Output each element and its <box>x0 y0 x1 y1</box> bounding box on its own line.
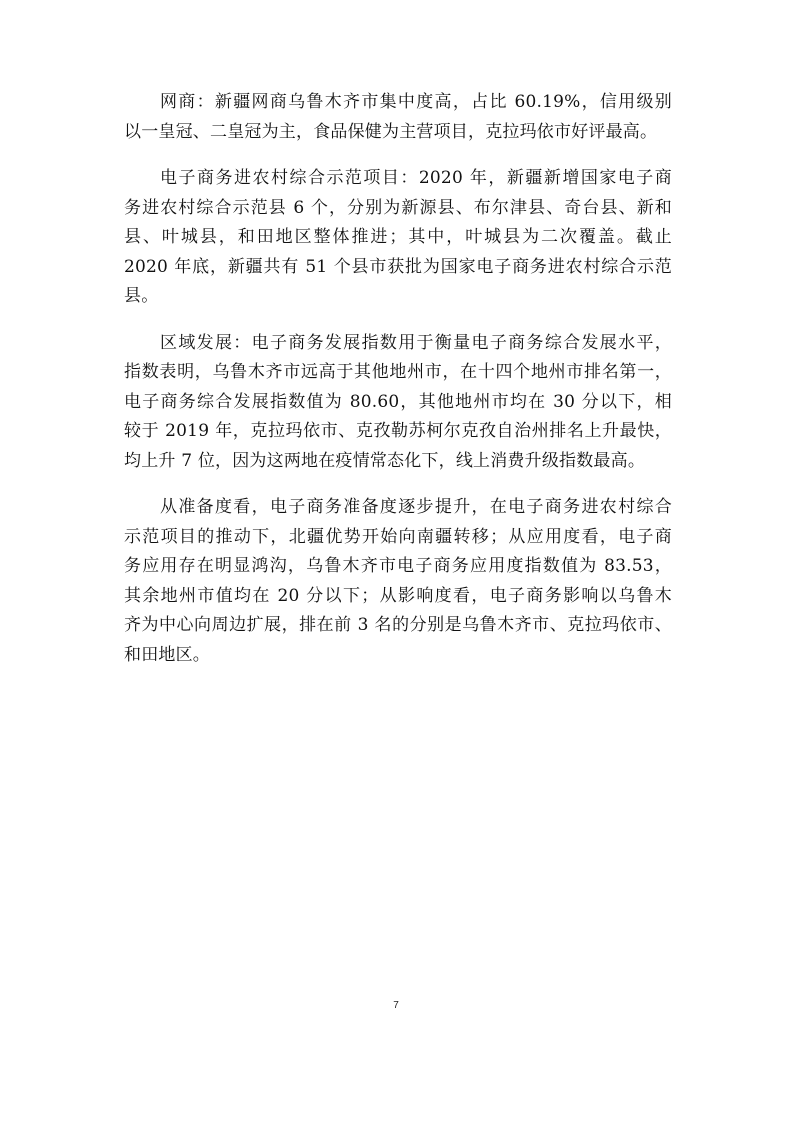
text-line: 电子商务进农村综合示范项目：2020 年，新疆新增国家电子商 <box>160 168 672 188</box>
text-line: 其余地州市值均在 20 分以下；从影响度看，电子商务影响以乌鲁木 <box>124 585 672 606</box>
text-line: 指数表明，乌鲁木齐市远高于其他地州市，在十四个地州市排名第一， <box>124 362 672 382</box>
paragraph-online-merchants <box>124 88 672 147</box>
text-line: 区域发展：电子商务发展指数用于衡量电子商务综合发展水平， <box>160 332 672 353</box>
text-line: 县。 <box>124 286 159 306</box>
text-line: 以一皇冠、二皇冠为主，食品保健为主营项目，克拉玛依市好评最高。 <box>124 121 658 142</box>
text-line: 县、叶城县，和田地区整体推进；其中，叶城县为二次覆盖。截止 <box>124 227 672 247</box>
text-line: 较于 2019 年，克拉玛依市、克孜勒苏柯尔克孜自治州排名上升最快， <box>124 421 672 441</box>
paragraph-regional-development <box>124 329 672 477</box>
text-line: 示范项目的推动下，北疆优势开始向南疆转移；从应用度看，电子商 <box>124 526 672 547</box>
text-line: 齐为中心向周边扩展，排在前 3 名的分别是乌鲁木齐市、克拉玛依市、 <box>124 615 672 635</box>
paragraph-rural-ecommerce-demo <box>124 164 672 312</box>
text-line: 均上升 7 位，因为这两地在疫情常态化下，线上消费升级指数最高。 <box>124 450 646 471</box>
document-body <box>124 88 672 687</box>
page-number: 7 <box>393 1000 399 1011</box>
text-line: 从准备度看，电子商务准备度逐步提升，在电子商务进农村综合 <box>160 497 672 517</box>
paragraph-readiness-application-impact <box>124 493 672 670</box>
text-line: 电子商务综合发展指数值为 80.60，其他地州市均在 30 分以下，相 <box>124 391 672 412</box>
text-line: 务进农村综合示范县 6 个，分别为新源县、布尔津县、奇台县、新和 <box>124 197 672 218</box>
text-line: 2020 年底，新疆共有 51 个县市获批为国家电子商务进农村综合示范 <box>124 256 672 277</box>
text-line: 务应用存在明显鸿沟，乌鲁木齐市电子商务应用度指数值为 83.53， <box>124 556 672 576</box>
text-line: 网商：新疆网商乌鲁木齐市集中度高，占比 60.19%，信用级别 <box>160 92 672 112</box>
text-line: 和田地区。 <box>124 644 210 665</box>
